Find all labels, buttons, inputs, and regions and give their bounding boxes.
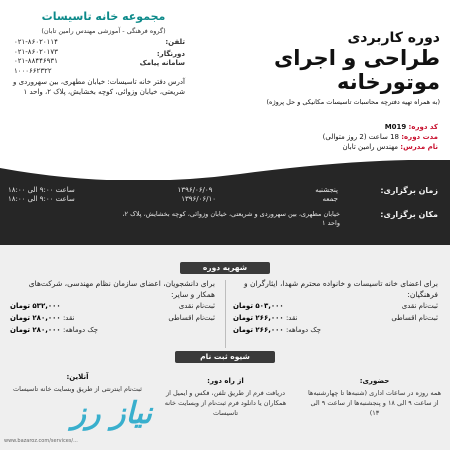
fee-check-label: چک دوماهه:: [62, 326, 98, 334]
duration-label: مدت دوره:: [401, 133, 438, 141]
fax-label: دورنگار:: [156, 50, 185, 58]
schedule-list: [8, 186, 338, 204]
registration-remote: [158, 376, 293, 418]
course-title: [200, 30, 440, 106]
contact-info: [10, 38, 185, 97]
schedule-time: ساعت ۹:۰۰ الی ۱۸:۰۰: [8, 186, 75, 194]
title-line3: موتورخانه: [337, 70, 440, 94]
schedule-label: زمان برگزاری:: [380, 186, 438, 195]
duration-value: 18 ساعت (2 روز متوالی): [322, 133, 399, 141]
brand-name: مجموعه خانه تاسیسات: [41, 10, 166, 23]
fee-inst-cash-value: ۲۸۰,۰۰۰ تومان: [10, 314, 61, 322]
schedule-row: [8, 186, 338, 195]
online-title: آنلاین:: [66, 373, 89, 381]
place-value: خیابان مطهری، بین سهروردی و شریعتی، خیابان وزوائی، کوچه بخشایش، پلاک ۲، واحد ۱: [122, 210, 340, 227]
title-line4: (به همراه تهیه دفترچه محاسبات تاسیسات مکانیکی و حل پروژه): [266, 98, 440, 106]
fees-left-column: [10, 278, 215, 336]
schedule-date: ۱۳۹۶/۰۶/۰۹: [177, 186, 213, 194]
fee-check-value: ۲۶۶,۰۰۰ تومان: [233, 326, 284, 334]
fee-inst-cash-label: نقد:: [62, 314, 75, 322]
fee-cash-value: ۵۰۳,۰۰۰ تومان: [233, 302, 284, 310]
fee-inst-label: ثبت‌نام اقساطی: [168, 314, 215, 322]
phone-label: تلفن:: [165, 38, 185, 46]
fee-inst-label: ثبت‌نام اقساطی: [391, 314, 438, 322]
fees-header: شهریه دوره: [180, 262, 270, 274]
fee-row: [10, 324, 215, 336]
fee-row: [10, 300, 215, 312]
watermark-url: www.bazaroz.com/services/...: [4, 438, 78, 444]
teacher-label: نام مدرس:: [400, 143, 438, 151]
course-info: [258, 122, 438, 152]
fee-row: [233, 312, 438, 324]
registration-onsite: [307, 376, 442, 418]
column-divider: [225, 280, 226, 348]
fee-inst-cash-value: ۲۶۶,۰۰۰ تومان: [233, 314, 284, 322]
schedule-time: ساعت ۹:۰۰ الی ۱۸:۰۰: [8, 195, 75, 203]
fee-inst-cash-label: نقد:: [285, 314, 298, 322]
fee-row: [10, 312, 215, 324]
fee-check-label: چک دوماهه:: [285, 326, 321, 334]
fee-check-value: ۲۸۰,۰۰۰ تومان: [10, 326, 61, 334]
fee-cash-label: ثبت‌نام نقدی: [178, 302, 215, 310]
sms-label: سامانه پیامک: [139, 59, 185, 67]
phone-2: ۰۲۱-۸۶۰۲۰۱۷۳: [14, 47, 58, 56]
title-line2: طراحی و اجرای: [274, 46, 440, 70]
schedule-row: [8, 195, 338, 204]
phone-1: ۰۲۱-۸۶۰۲۰۱۱۴: [14, 38, 58, 46]
schedule-date: ۱۳۹۶/۰۶/۱۰: [181, 195, 216, 203]
online-text: ثبت‌نام اینترنتی از طریق وبسایت خانه تاسیسات: [13, 385, 142, 393]
phone-3: ۰۲۱-۸۸۴۴۶۹۳۱: [14, 57, 58, 65]
onsite-text: همه روزه در ساعات اداری (شنبه‌ها تا چهارشنبه‌ها از ساعت ۹ الی ۱۸ و پنجشنبه‌ها از ساعت ۹ الی ۱۳): [307, 389, 442, 417]
fees-right-desc: برای اعضای خانه تاسیسات و خانواده محترم شهدا، ایثارگران و فرهنگیان:: [243, 279, 438, 299]
remote-text: دریافت فرم از طریق تلفن، فکس و ایمیل از همکاران یا دانلود فرم ثبت‌نام از وبسایت خانه تاسیسات: [164, 389, 287, 417]
fees-left-desc: برای دانشجویان، اعضای سازمان نظام مهندسی، شرکت‌های همکار و سایر:: [28, 279, 215, 299]
teacher-value: مهندس رامین تابان: [342, 143, 399, 151]
code-label: کد دوره:: [408, 123, 438, 131]
fee-cash-label: ثبت‌نام نقدی: [401, 302, 438, 310]
onsite-title: حضوری:: [359, 377, 390, 385]
phone-4: ۱۰۰۰۶۶۲۳۲۲: [14, 66, 52, 75]
fees-right-column: [233, 278, 438, 336]
fee-row: [233, 324, 438, 336]
remote-title: از راه دور:: [207, 377, 244, 385]
brand-subtitle: (گروه فرهنگی - آموزشی مهندس رامین تابان): [41, 27, 166, 35]
title-line1: دوره کاربردی: [347, 30, 440, 46]
schedule-day: جمعه: [322, 195, 338, 203]
site-watermark: نیاز رز: [71, 396, 152, 431]
registration-online: [10, 372, 145, 394]
code-value: M019: [384, 123, 407, 131]
schedule-day: پنجشنبه: [315, 186, 338, 194]
registration-header: شیوه ثبت نام: [175, 351, 275, 363]
fee-cash-value: ۵۳۲,۰۰۰ تومان: [10, 302, 61, 310]
address: آدرس دفتر خانه تاسیسات: خیابان مطهری، بین سهروردی و شریعتی، خیابان وزوائی، کوچه بخشایش، پلاک ۲، واحد ۱: [13, 78, 185, 96]
fee-row: [233, 300, 438, 312]
place-label: مکان برگزاری:: [380, 210, 438, 219]
brand-logo: [26, 10, 181, 38]
